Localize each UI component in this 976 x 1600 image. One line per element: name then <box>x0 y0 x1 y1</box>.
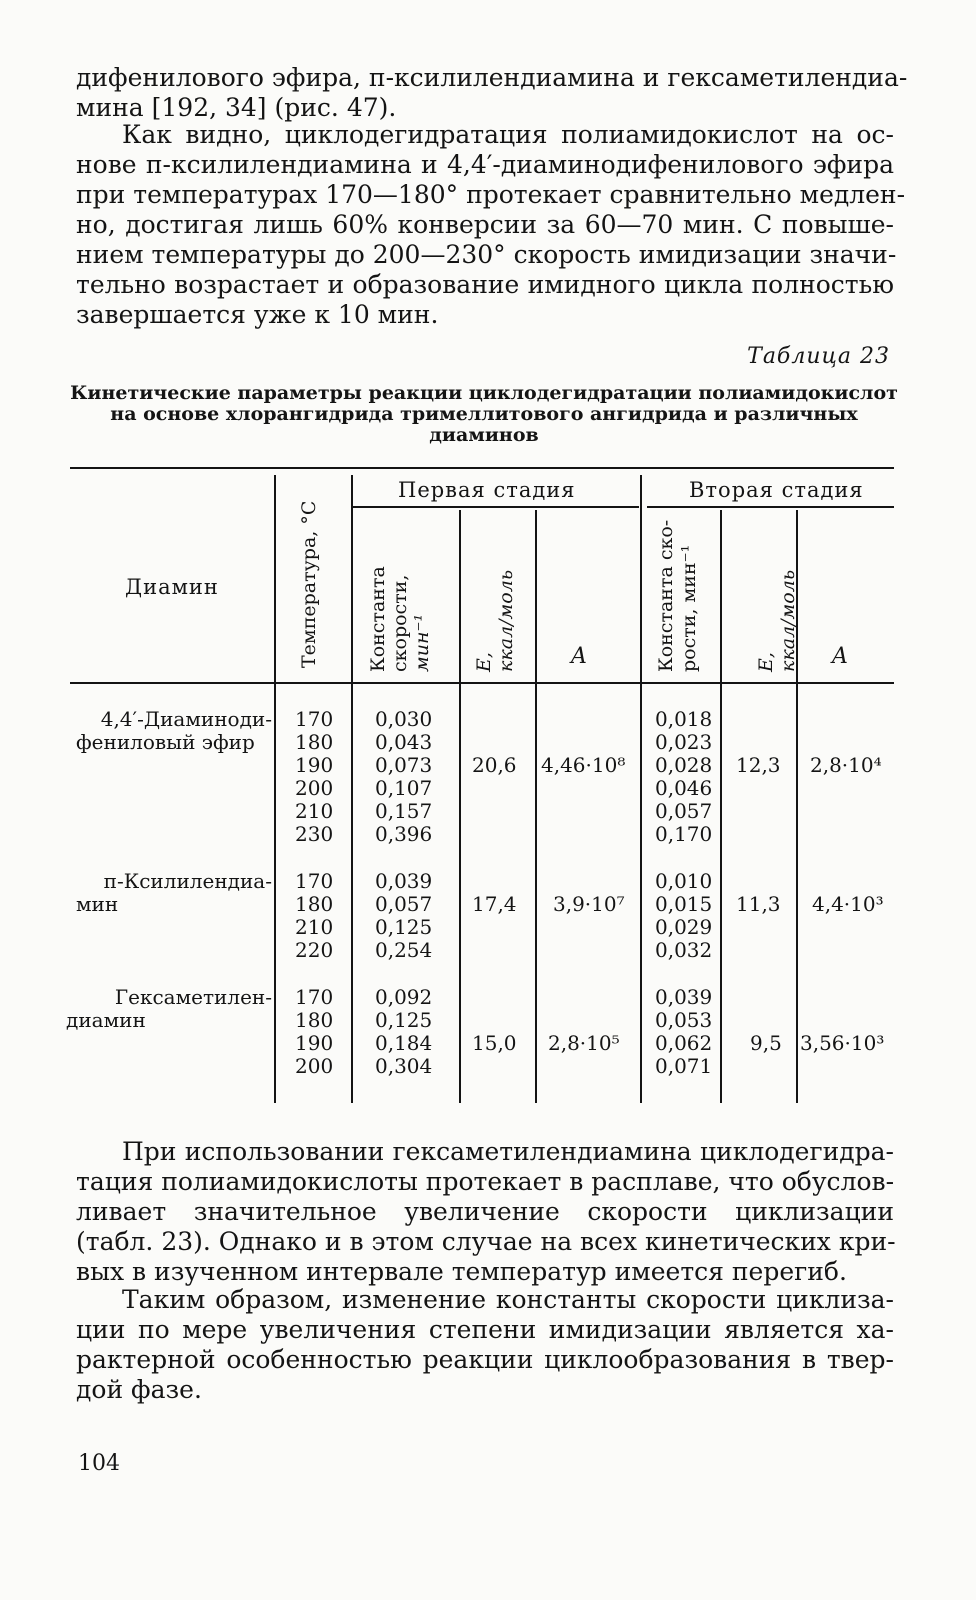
diamine-name-line: мин <box>76 892 119 916</box>
text-line: дифенилового эфира, п-ксилилендиамина и гексаметилендиа- <box>76 63 908 92</box>
first-stage-rule <box>353 506 639 508</box>
text-line: тация полиамидокислоты протекает в расплаве, что обуслов- <box>76 1167 895 1196</box>
rate-constant-value: 0,015 <box>655 892 713 916</box>
text-line: ливает значительное увеличение скорости циклизации <box>76 1197 894 1226</box>
temperature-value: 180 <box>295 730 334 754</box>
temperature-column <box>295 708 333 846</box>
rate-constant-value: 0,071 <box>655 1054 713 1078</box>
preexponential-value: 2,8·10⁴ <box>810 753 882 777</box>
temperature-value: 200 <box>295 1054 334 1078</box>
table-row-diamine <box>66 986 272 1032</box>
temperature-column <box>295 870 333 962</box>
column-rule <box>720 510 722 1103</box>
header-first-stage: Первая стадия <box>398 478 576 502</box>
header-k1-line: Константа <box>367 566 389 672</box>
rate-constant-value: 0,057 <box>655 799 713 823</box>
rate-constant-value: 0,157 <box>375 799 433 823</box>
text-line: (табл. 23). Однако и в этом случае на всех кинетических кри- <box>76 1227 896 1256</box>
k2-column <box>655 708 712 846</box>
activation-energy-value: 9,5 <box>750 1031 782 1055</box>
rate-constant-value: 0,062 <box>655 1031 713 1055</box>
temperature-value: 180 <box>295 1008 334 1032</box>
header-e1-line: ккал/моль <box>495 569 517 672</box>
table-title-line: диаминов <box>429 424 539 446</box>
table-label: Таблица 23 <box>747 344 890 369</box>
text-line: нове п-ксилилендиамина и 4,4′-диаминодифенилового эфира <box>76 150 894 179</box>
table-top-rule <box>70 467 894 469</box>
k2-column <box>655 870 712 962</box>
rate-constant-value: 0,029 <box>655 915 713 939</box>
header-bottom-rule <box>70 682 894 684</box>
rate-constant-value: 0,396 <box>375 822 433 846</box>
rate-constant-value: 0,043 <box>375 730 433 754</box>
preexponential-value: 3,9·10⁷ <box>553 892 625 916</box>
temperature-value: 180 <box>295 892 334 916</box>
k2-column <box>655 986 712 1078</box>
rate-constant-value: 0,107 <box>375 776 433 800</box>
temperature-value: 170 <box>295 707 334 731</box>
text-line: При использовании гексаметилендиамина циклодегидра- <box>122 1137 894 1166</box>
header-e2-line: ккал/моль <box>777 569 799 672</box>
second-stage-rule <box>647 506 894 508</box>
header-temperature: Температура, °C <box>298 500 320 668</box>
text-line: дой фазе. <box>76 1375 202 1404</box>
temperature-value: 190 <box>295 753 334 777</box>
header-e1-line: E, <box>473 652 495 672</box>
temperature-value: 220 <box>295 938 334 962</box>
rate-constant-value: 0,170 <box>655 822 713 846</box>
table-row-diamine <box>76 870 272 916</box>
header-k2-line: Константа ско- <box>655 519 677 672</box>
text-line: Как видно, циклодегидратация полиамидокислот на ос- <box>122 120 894 149</box>
diamine-name-line: фениловый эфир <box>76 730 255 754</box>
text-line: рактерной особенностью реакции циклообразования в твер- <box>76 1345 894 1374</box>
rate-constant-value: 0,092 <box>375 985 433 1009</box>
rate-constant-value: 0,010 <box>655 869 713 893</box>
rate-constant-value: 0,184 <box>375 1031 433 1055</box>
temperature-value: 230 <box>295 822 334 846</box>
text-line: тельно возрастает и образование имидного цикла полностью <box>76 270 894 299</box>
paragraph-hexamethylene <box>76 1137 894 1287</box>
preexponential-value: 4,46·10⁸ <box>541 753 626 777</box>
header-a1: A <box>571 644 588 669</box>
column-rule <box>640 475 642 1103</box>
table-title-line: Кинетические параметры реакции циклодегидратации полиамидокислот <box>70 382 898 404</box>
k1-column <box>375 986 432 1078</box>
rate-constant-value: 0,057 <box>375 892 433 916</box>
header-k1-line: скорости, <box>389 574 411 672</box>
rate-constant-value: 0,073 <box>375 753 433 777</box>
k1-column <box>375 870 432 962</box>
page-number: 104 <box>78 1451 120 1476</box>
rate-constant-value: 0,125 <box>375 915 433 939</box>
text-line: завершается уже к 10 мин. <box>76 300 439 329</box>
temperature-value: 170 <box>295 985 334 1009</box>
diamine-name-line: п-Ксилилендиа- <box>103 869 272 893</box>
column-rule <box>274 475 276 1103</box>
rate-constant-value: 0,023 <box>655 730 713 754</box>
activation-energy-value: 17,4 <box>472 892 517 916</box>
paragraph-conclusion <box>76 1285 894 1405</box>
diamine-name-line: Гексаметилен- <box>114 985 272 1009</box>
rate-constant-value: 0,125 <box>375 1008 433 1032</box>
text-line: при температурах 170—180° протекает сравнительно медлен- <box>76 180 906 209</box>
activation-energy-value: 20,6 <box>472 753 517 777</box>
rate-constant-value: 0,254 <box>375 938 433 962</box>
temperature-value: 190 <box>295 1031 334 1055</box>
temperature-column <box>295 986 333 1078</box>
preexponential-value: 2,8·10⁵ <box>548 1031 620 1055</box>
temperature-value: 210 <box>295 915 334 939</box>
header-k1-line: мин⁻¹ <box>411 613 433 672</box>
text-line: ции по мере увеличения степени имидизации является ха- <box>76 1315 894 1344</box>
activation-energy-value: 15,0 <box>472 1031 517 1055</box>
diamine-name-line: диамин <box>66 1008 146 1032</box>
header-k2-line: рости, мин⁻¹ <box>678 544 700 672</box>
diamine-name-line: 4,4′-Диаминоди- <box>100 707 272 731</box>
rate-constant-value: 0,028 <box>655 753 713 777</box>
rate-constant-value: 0,304 <box>375 1054 433 1078</box>
table-title-line: на основе хлорангидрида тримеллитового ангидрида и различных <box>110 403 858 425</box>
header-a2: A <box>832 644 849 669</box>
temperature-value: 200 <box>295 776 334 800</box>
text-line: но, достигая лишь 60% конверсии за 60—70 мин. С повыше- <box>76 210 894 239</box>
table-row-diamine <box>76 708 272 754</box>
preexponential-value: 4,4·10³ <box>812 892 884 916</box>
column-rule <box>351 475 353 1103</box>
header-e2-line: E, <box>755 652 777 672</box>
text-line: Таким образом, изменение константы скорости циклиза- <box>122 1285 894 1314</box>
rate-constant-value: 0,053 <box>655 1008 713 1032</box>
text-line: нием температуры до 200—230° скорость имидизации значи- <box>76 240 897 269</box>
rate-constant-value: 0,032 <box>655 938 713 962</box>
text-line: вых в изученном интервале температур имеется перегиб. <box>76 1257 847 1286</box>
preexponential-value: 3,56·10³ <box>800 1031 885 1055</box>
column-rule <box>459 510 461 1103</box>
rate-constant-value: 0,039 <box>655 985 713 1009</box>
activation-energy-value: 11,3 <box>736 892 781 916</box>
temperature-value: 170 <box>295 869 334 893</box>
rate-constant-value: 0,046 <box>655 776 713 800</box>
rate-constant-value: 0,030 <box>375 707 433 731</box>
header-diamine: Диамин <box>125 575 219 599</box>
temperature-value: 210 <box>295 799 334 823</box>
rate-constant-value: 0,018 <box>655 707 713 731</box>
k1-column <box>375 708 432 846</box>
rate-constant-value: 0,039 <box>375 869 433 893</box>
header-second-stage: Вторая стадия <box>689 478 864 502</box>
text-line: мина [192, 34] (рис. 47). <box>76 93 397 122</box>
activation-energy-value: 12,3 <box>736 753 781 777</box>
column-rule <box>535 510 537 1103</box>
